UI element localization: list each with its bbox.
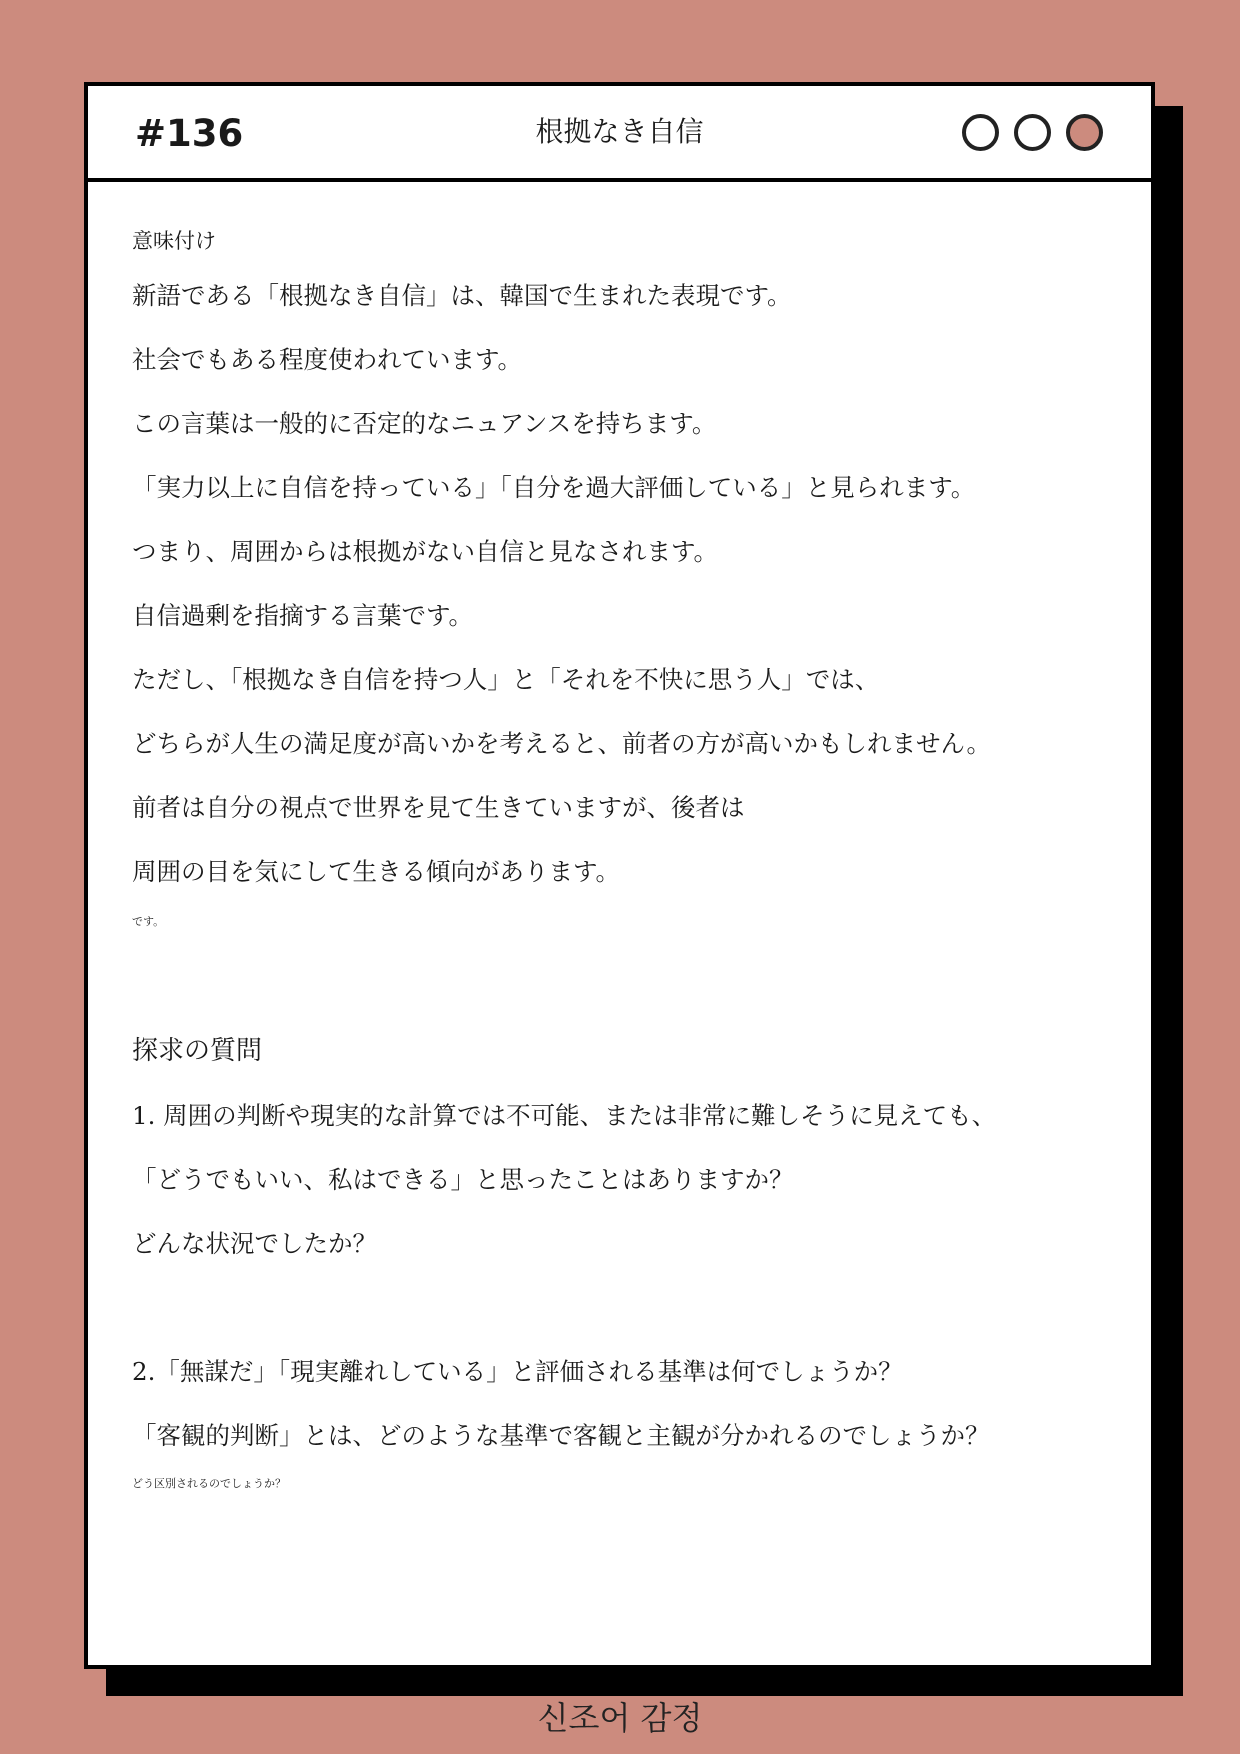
section-label-meaning: 意味付け [132,229,216,253]
circle-icon [962,114,999,151]
meaning-line: ただし、「根拠なき自信を持つ人」と「それを不快に思う人」では、 [132,665,880,694]
window-controls [962,114,1103,151]
meaning-line: 社会でもある程度使われています。 [132,345,523,374]
question-line: 「どうでもいい、私はできる」と思ったことはありますか？ [132,1165,794,1194]
document-body [132,226,1111,1492]
meaning-line: 「実力以上に自信を持っている」「自分を過大評価している」と見られます。 [132,473,976,502]
meaning-line: 自信過剰を指摘する言葉です。 [132,601,474,630]
meaning-line: つまり、周囲からは根拠がない自信と見なされます。 [132,537,719,566]
meaning-line: どちらが人生の満足度が高いかを考えると、前者の方が高いかもしれません。 [132,729,991,758]
footer-brand: 신조어 감정 [537,1699,703,1737]
question-line: 「客観的判断」とは、どのような基準で客観と主観が分かれるのでしょうか？ [132,1421,990,1450]
document-card [84,82,1155,1669]
meaning-note: です。 [132,915,165,928]
circle-icon [1014,114,1051,151]
question-note: どう区別されるのでしょうか？ [132,1477,286,1490]
meaning-line: この言葉は一般的に否定的なニュアンスを持ちます。 [132,409,717,438]
meaning-line: 前者は自分の視点で世界を見て生きていますが、後者は [132,793,745,822]
title-bar [88,86,1151,182]
meaning-line: 周囲の目を気にして生きる傾向があります。 [132,857,621,886]
section-label-questions: 探求の質問 [132,1036,263,1066]
page-title: 根拠なき自信 [535,115,704,148]
filled-circle-icon [1066,114,1103,151]
question-line: 1. 周囲の判断や現実的な計算では不可能、または非常に難しそうに見えても、 [132,1101,997,1130]
question-line: 2.「無謀だ」「現実離れしている」と評価される基準は何でしょうか？ [132,1357,903,1386]
issue-number: #136 [135,112,244,155]
meaning-line: 新語である「根拠なき自信」は、韓国で生まれた表現です。 [132,281,792,310]
question-line: どんな状況でしたか？ [132,1229,377,1258]
